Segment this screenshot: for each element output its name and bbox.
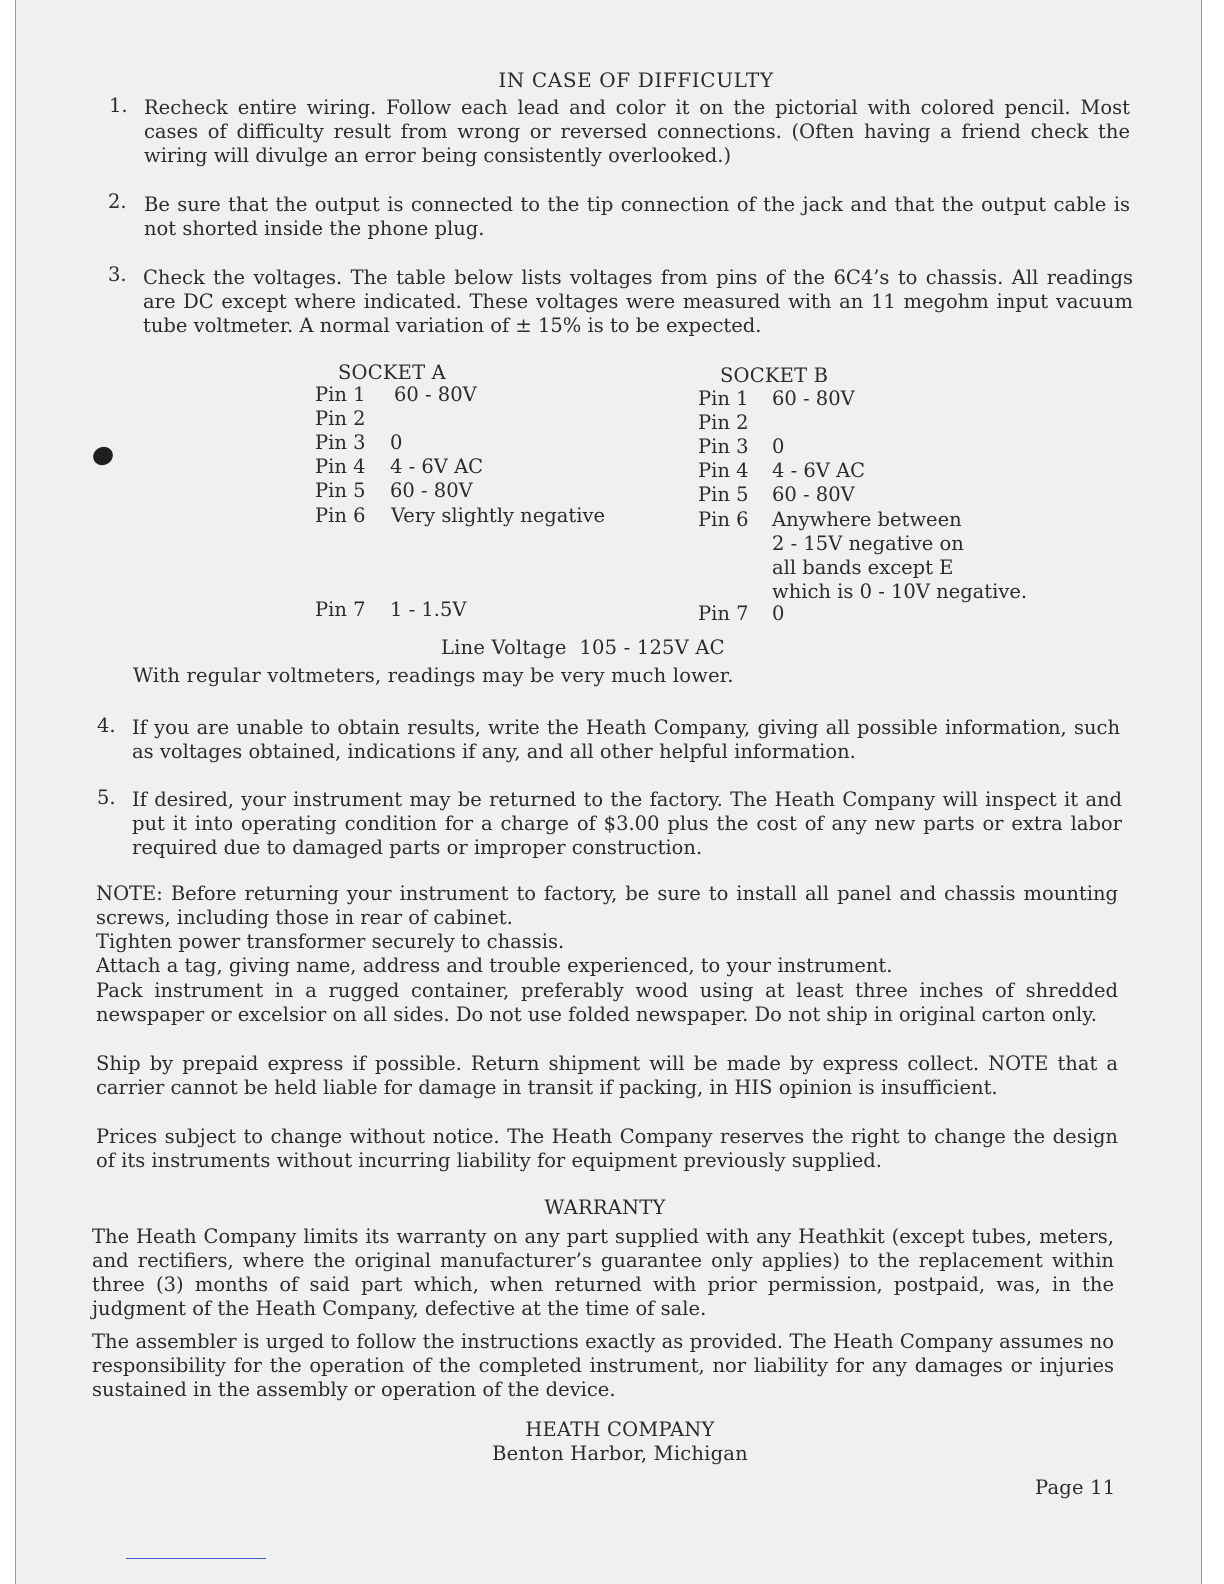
item-2-number: 2. (108, 190, 127, 213)
socket-a-pin-2-label: Pin 2 (315, 407, 366, 430)
socket-b-pin-3-label: Pin 3 (698, 435, 749, 458)
socket-b-pin-5-label: Pin 5 (698, 483, 749, 506)
socket-a-pin-6-value: Very slightly negative (391, 504, 606, 527)
socket-b-pin-6-line-4: which is 0 - 10V negative. (772, 580, 1028, 603)
socket-a-pin-1-value: 60 - 80V (394, 383, 477, 406)
item-4-text: If you are unable to obtain results, write the Heath Company, giving all possible information, such as voltages obtained, indications if any, and all other helpful information. (132, 716, 1120, 763)
item-5-number: 5. (97, 786, 116, 809)
socket-a-pin-6-label: Pin 6 (315, 504, 366, 527)
manual-page (15, 0, 1202, 1584)
company-location: Benton Harbor, Michigan (492, 1442, 748, 1465)
note-paragraph-4: Pack instrument in a rugged container, preferably wood using at least three inches of shredded newspaper or excelsior on all sides. Do not use folded newspaper. Do not ship in original carton only. (96, 979, 1118, 1026)
socket-a-pin-3-label: Pin 3 (315, 431, 366, 454)
socket-b-pin-6-label: Pin 6 (698, 508, 749, 531)
note-paragraph-5: Ship by prepaid express if possible. Return shipment will be made by express collect. NOTE that a carrier cannot be held liable for damage in transit if packing, in HIS opinion is insufficient. (96, 1052, 1118, 1099)
regular-voltmeters-note: With regular voltmeters, readings may be very much lower. (133, 664, 734, 687)
socket-a-pin-5-value: 60 - 80V (390, 479, 473, 502)
item-2-text: Be sure that the output is connected to the tip connection of the jack and that the output cable is not shorted inside the phone plug. (144, 193, 1130, 240)
warranty-paragraph-1: The Heath Company limits its warranty on any part supplied with any Heathkit (except tubes, meters, and rectifiers, where the original manufacturer’s guarantee only applies) to the replacement within three (3) months of said part which, when returned with prior permission, postpaid, was, in the judgment of the Heath Company, defective at the time of sale. (92, 1225, 1114, 1320)
note-paragraph-1: NOTE: Before returning your instrument to factory, be sure to install all panel and chassis mounting screws, including those in rear of cabinet. (96, 882, 1118, 929)
socket-a-pin-1-label: Pin 1 (315, 383, 366, 406)
socket-a-pin-4-label: Pin 4 (315, 455, 366, 478)
socket-b-pin-1-value: 60 - 80V (772, 387, 855, 410)
socket-b-pin-4-value: 4 - 6V AC (772, 459, 866, 482)
socket-a-pin-7-label: Pin 7 (315, 598, 366, 621)
underline-mark (126, 1558, 266, 1559)
socket-b-pin-6-line-2: 2 - 15V negative on (772, 532, 964, 555)
ink-blot (90, 444, 116, 469)
warranty-paragraph-2: The assembler is urged to follow the instructions exactly as provided. The Heath Company assumes no responsibility for the operation of the completed instrument, nor liability for any damages or injuries sustained in the assembly or operation of the device. (92, 1330, 1114, 1401)
prices-paragraph: Prices subject to change without notice. The Heath Company reserves the right to change the design of its instruments without incurring liability for equipment previously supplied. (96, 1125, 1118, 1172)
socket-b-pin-7-label: Pin 7 (698, 602, 749, 625)
item-5-text: If desired, your instrument may be returned to the factory. The Heath Company will inspect it and put it into operating condition for a charge of $3.00 plus the cost of any new parts or extra labor required due to damaged parts or improper construction. (132, 788, 1122, 859)
socket-b-pin-4-label: Pin 4 (698, 459, 749, 482)
socket-a-pin-4-value: 4 - 6V AC (390, 455, 484, 478)
note-paragraph-3: Attach a tag, giving name, address and trouble experienced, to your instrument. (96, 954, 893, 977)
item-3-text: Check the voltages. The table below lists voltages from pins of the 6C4’s to chassis. All readings are DC except where indicated. These voltages were measured with an 11 megohm input vacuum tube voltmeter. A normal variation of ± 15% is to be expected. (143, 266, 1133, 337)
line-voltage: Line Voltage 105 - 125V AC (441, 636, 725, 659)
socket-b-pin-6-value: Anywhere between (772, 508, 962, 531)
difficulty-title: IN CASE OF DIFFICULTY (498, 68, 774, 92)
socket-b-pin-2-label: Pin 2 (698, 411, 749, 434)
socket-a-pin-5-label: Pin 5 (315, 479, 366, 502)
socket-b-pin-5-value: 60 - 80V (772, 483, 855, 506)
item-3-number: 3. (108, 263, 127, 286)
item-1-number: 1. (109, 94, 128, 117)
note-paragraph-2: Tighten power transformer securely to chassis. (96, 930, 565, 953)
socket-a-pin-3-value: 0 (390, 431, 403, 454)
warranty-title: WARRANTY (544, 1196, 666, 1219)
socket-a-pin-7-value: 1 - 1.5V (390, 598, 467, 621)
socket-b-pin-1-label: Pin 1 (698, 387, 749, 410)
socket-b-pin-7-value: 0 (772, 602, 785, 625)
socket-b-pin-3-value: 0 (772, 435, 785, 458)
socket-a-title: SOCKET A (338, 361, 446, 384)
socket-b-title: SOCKET B (720, 364, 829, 387)
page-number: Page 11 (1035, 1476, 1116, 1499)
item-1-text: Recheck entire wiring. Follow each lead and color it on the pictorial with colored pencil. Most cases of difficulty result from wrong or reversed connections. (Often having a friend check the wiring will divulge an error being consistently overlooked.) (144, 96, 1130, 167)
socket-b-pin-6-line-3: all bands except E (772, 556, 954, 579)
company-name: HEATH COMPANY (525, 1418, 715, 1441)
item-4-number: 4. (97, 714, 116, 737)
